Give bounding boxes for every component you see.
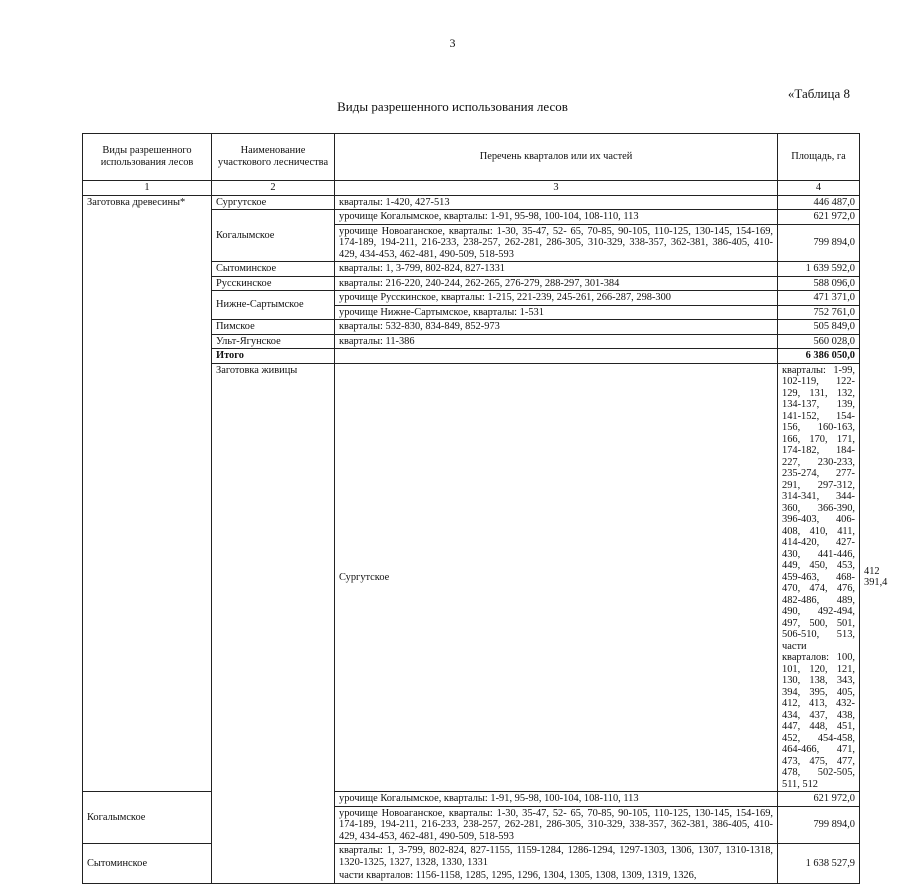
forestry-cell: Когалымское — [83, 792, 212, 844]
area-cell: 799 894,0 — [778, 224, 860, 262]
header-area: Площадь, га — [778, 134, 860, 181]
column-number: 4 — [778, 181, 860, 196]
header-use-type: Виды разрешенного использования лесов — [83, 134, 212, 181]
table-header-row — [83, 134, 860, 181]
page-number: 3 — [449, 36, 456, 50]
header-forestry: Наименование участкового лесничества — [212, 134, 335, 181]
forestry-cell: Сургутское — [212, 195, 335, 210]
column-number: 2 — [212, 181, 335, 196]
area-cell: 471 371,0 — [778, 291, 860, 306]
quarters-cell: урочище Новоаганское, кварталы: 1-30, 35-47, 52- 65, 70-85, 90-105, 110-125, 130-145, 154-169, 174-189, 194-211, 216-233, 238-257, 262-281, 286-305, 310-329, 338-357, 362-381, 386-405, 410-429, 434-453, 462-481, 490-509, 518-593 — [335, 224, 778, 262]
table-row — [83, 792, 860, 807]
quarters-cell: урочище Русскинское, кварталы: 1-215, 221-239, 245-261, 266-287, 298-300 — [335, 291, 778, 306]
quarters-cell: кварталы: 11-386 — [335, 334, 778, 349]
area-cell: 588 096,0 — [778, 276, 860, 291]
forestry-cell: Сытоминское — [83, 844, 212, 884]
area-cell: 1 639 592,0 — [778, 262, 860, 277]
forest-use-table — [82, 133, 888, 884]
table-reference: «Таблица 8 — [787, 86, 850, 101]
forestry-cell: Сытоминское — [212, 262, 335, 277]
column-number: 1 — [83, 181, 212, 196]
forestry-cell: Когалымское — [212, 210, 335, 262]
quarters-cell: урочище Нижне-Сартымское, кварталы: 1-531 — [335, 305, 778, 320]
forestry-cell: Пимское — [212, 320, 335, 335]
table-row — [83, 195, 860, 210]
table-row: Заготовка живицы Сургутское кварталы: 1-99, 102-119, 122-129, 131, 132, 134-137, 139, 141-152, 154-156, 160-163, 166, 170, 171, 174-182, 184-227, 230-233, 235-274, 277-291, 297-312, 314-341, 344-360, 366-390, 396-403, 406-408, 410, 411, 414-420, 427-430, 441-446, 449, 450, 453, 459-463, 468-470, 474, 476, 482-486, 489, 490, 492-494, 497, 500, 501, 506-510, 513, части кварталов: 100, 101, 120, 121, 130, 138, 343, 394, 395, 405, 412, 413, 432-434, 437, 438, 447, 448, 451, 452, 454-458, 464-466, 471, 473, 475, 477, 478, 502-505, 511, 512 412 391,4 — [83, 363, 860, 792]
quarters-cell: кварталы: 1, 3-799, 802-824, 827-1155, 1159-1284, 1286-1294, 1297-1303, 1306, 1307, 1310-1318, 1320-1325, 1327, 1328, 1330, 1331 — [335, 844, 778, 870]
document-title: Виды разрешенного использования лесов — [337, 99, 568, 114]
area-cell: 560 028,0 — [778, 334, 860, 349]
column-number-row — [83, 181, 860, 196]
quarters-cell-empty — [335, 349, 778, 364]
area-cell: 621 972,0 — [778, 210, 860, 225]
quarters-cell: кварталы: 532-830, 834-849, 852-973 — [335, 320, 778, 335]
area-cell: 752 761,0 — [778, 305, 860, 320]
table-row — [83, 844, 860, 870]
header-quarters: Перечень кварталов или их частей — [335, 134, 778, 181]
area-cell: 799 894,0 — [778, 806, 860, 844]
forestry-cell: Русскинское — [212, 276, 335, 291]
quarters-cell: кварталы: 1-420, 427-513 — [335, 195, 778, 210]
forestry-cell: Сургутское — [335, 363, 778, 792]
quarters-cell: части кварталов: 1156-1158, 1285, 1295, 1296, 1304, 1305, 1308, 1309, 1319, 1326, — [335, 869, 778, 883]
use-type-cell: Заготовка древесины* — [83, 195, 212, 792]
quarters-cell: урочище Когалымское, кварталы: 1-91, 95-98, 100-104, 108-110, 113 — [335, 210, 778, 225]
area-cell: 621 972,0 — [778, 792, 860, 807]
quarters-cell: кварталы: 1, 3-799, 802-824, 827-1331 — [335, 262, 778, 277]
area-cell: 505 849,0 — [778, 320, 860, 335]
forestry-cell: Нижне-Сартымское — [212, 291, 335, 320]
area-cell: 446 487,0 — [778, 195, 860, 210]
quarters-cell: урочище Когалымское, кварталы: 1-91, 95-98, 100-104, 108-110, 113 — [335, 792, 778, 807]
forestry-cell: Ульт-Ягунское — [212, 334, 335, 349]
use-type-cell: Заготовка живицы — [212, 363, 335, 883]
area-cell: 1 638 527,9 — [778, 844, 860, 884]
quarters-cell: кварталы: 216-220, 240-244, 262-265, 276-279, 288-297, 301-384 — [335, 276, 778, 291]
quarters-cell: урочище Новоаганское, кварталы: 1-30, 35-47, 52- 65, 70-85, 90-105, 110-125, 130-145, 154-169, 174-189, 194-211, 216-233, 238-257, 262-281, 286-305, 310-329, 338-357, 362-381, 386-405, 410-429, 434-453, 462-481, 490-509, 518-593 — [335, 806, 778, 844]
total-value: 6 386 050,0 — [778, 349, 860, 364]
column-number: 3 — [335, 181, 778, 196]
quarters-cell: кварталы: 1-99, 102-119, 122-129, 131, 132, 134-137, 139, 141-152, 154-156, 160-163, 166, 170, 171, 174-182, 184-227, 230-233, 235-274, 277-291, 297-312, 314-341, 344-360, 366-390, 396-403, 406-408, 410, 411, 414-420, 427-430, 441-446, 449, 450, 453, 459-463, 468-470, 474, 476, 482-486, 489, 490, 492-494, 497, 500, 501, 506-510, 513, части кварталов: 100, 101, 120, 121, 130, 138, 343, 394, 395, 405, 412, 413, 432-434, 437, 438, 447, 448, 451, 452, 454-458, 464-466, 471, 473, 475, 477, 478, 502-505, 511, 512 — [778, 363, 860, 792]
total-label: Итого — [212, 349, 335, 364]
